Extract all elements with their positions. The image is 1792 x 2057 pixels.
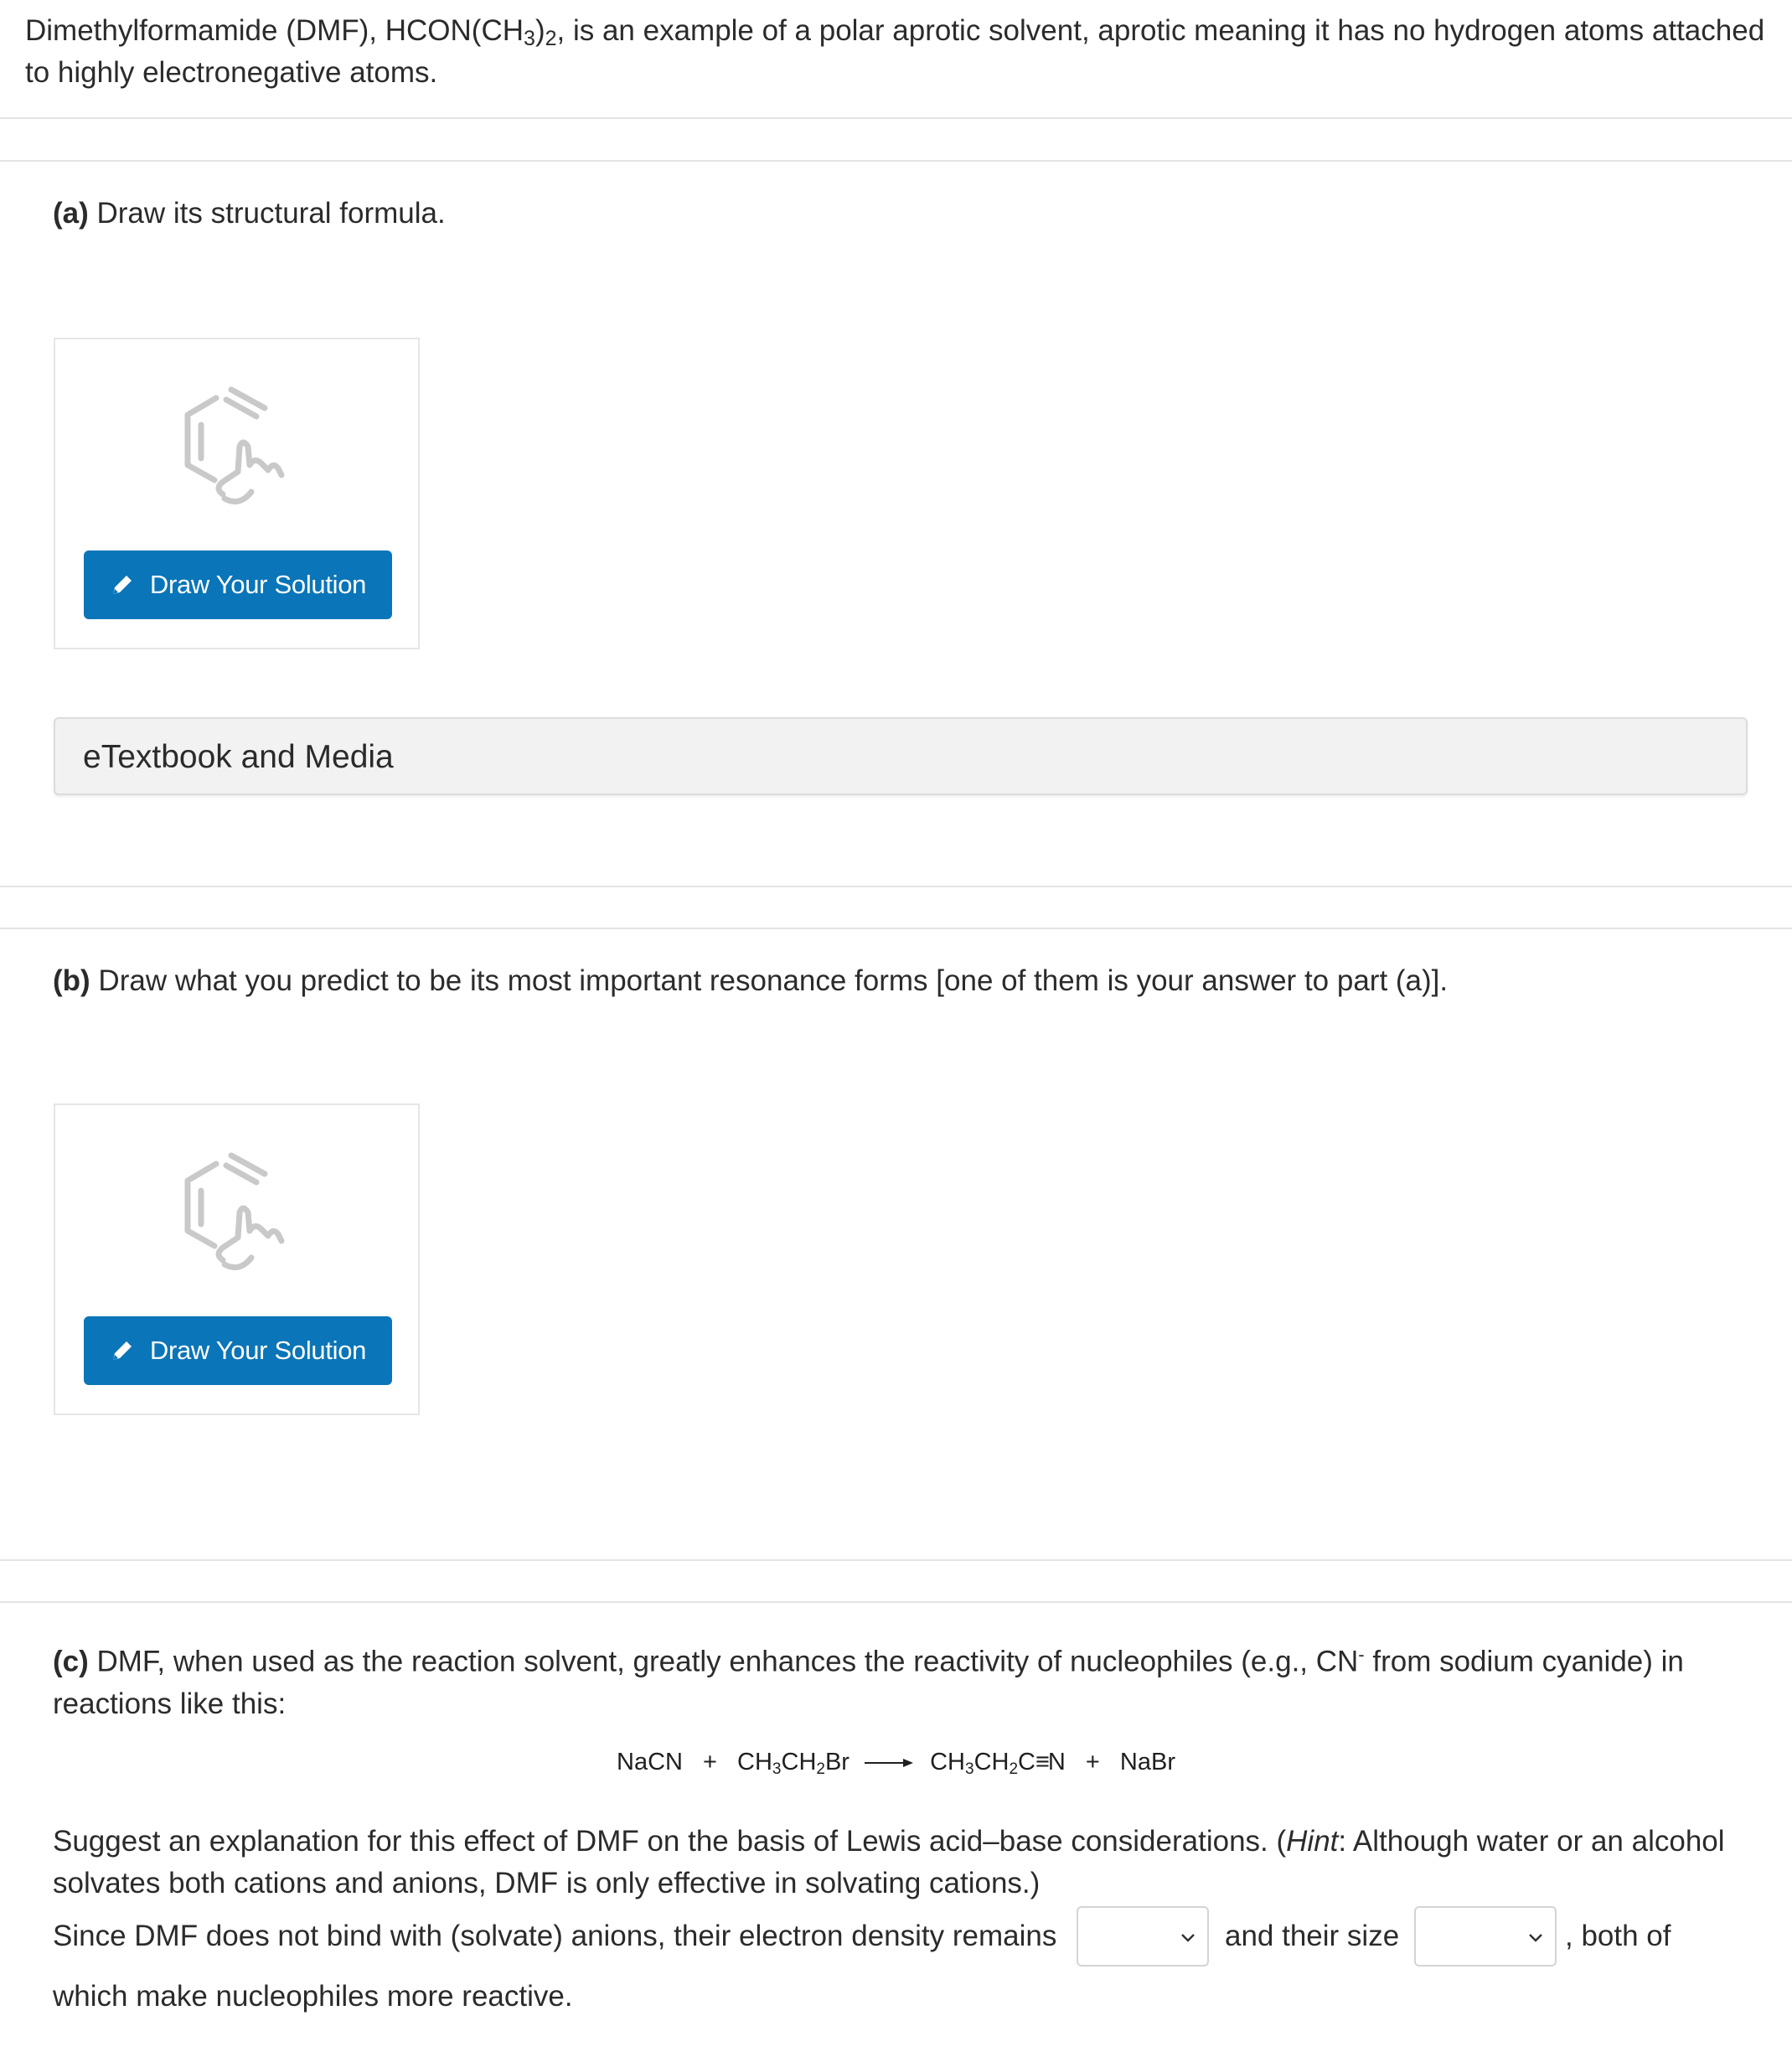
product-propanenitrile: $CH_3CH_2C\equiv N$	[930, 1749, 1066, 1778]
sentence-part3: , both of	[1565, 1920, 1671, 1952]
question-b	[53, 960, 1737, 1002]
divider	[0, 928, 1792, 929]
intro-part1: Dimethylformamide (DMF), HCON(CH	[25, 14, 524, 47]
question-c-text2: from sodium cyanide) in reactions like this:	[53, 1645, 1684, 1720]
suggest-text2: : Although water or an alcohol solvates both cations and anions, DMF is only effective in solvating cations.)	[53, 1825, 1725, 1899]
reactant-ethyl-bromide: $CH_3CH_2Br$	[737, 1749, 850, 1778]
size-select[interactable]	[1414, 1906, 1557, 1967]
pencil-icon	[110, 572, 135, 597]
divider	[0, 1559, 1792, 1561]
draw-solution-button-a[interactable]	[84, 550, 392, 619]
divider	[0, 886, 1792, 887]
divider	[0, 1601, 1792, 1603]
divider	[0, 160, 1792, 162]
etextbook-media-label: eTextbook and Media	[83, 739, 394, 775]
intro-sub1: 3	[524, 27, 535, 50]
chevron-down-icon	[1526, 1928, 1545, 1946]
draw-solution-button-b[interactable]	[84, 1316, 392, 1385]
product-nabr: NaBr	[1119, 1749, 1175, 1775]
reactant-nacn: NaCN	[617, 1749, 683, 1775]
question-c-superscript: -	[1358, 1644, 1365, 1665]
molecule-draw-icon	[173, 381, 307, 507]
reaction-arrow-icon	[865, 1756, 915, 1770]
intro-sub2: 2	[545, 27, 557, 50]
draw-solution-label: Draw Your Solution	[149, 1336, 367, 1365]
intro-part3: , is an example of a polar aprotic solvent, aprotic meaning it has no hydrogen atoms attached to highly electronegative atoms.	[25, 14, 1765, 89]
etextbook-media-bar[interactable]	[54, 717, 1748, 795]
hint-label: Hint	[1286, 1825, 1339, 1858]
divider	[0, 117, 1792, 119]
sentence-part2: and their size	[1225, 1920, 1400, 1952]
intro-part2: )	[535, 14, 545, 47]
question-b-text: Draw what you predict to be its most important resonance forms [one of them is your answer to part (a)].	[90, 964, 1449, 997]
suggest-paragraph	[53, 1821, 1737, 1905]
molecule-draw-icon	[173, 1147, 307, 1273]
sentence-part4: which make nucleophiles more reactive.	[53, 1980, 573, 2013]
draw-panel-a	[54, 338, 420, 649]
question-a-label: (a)	[53, 197, 89, 230]
suggest-text1: Suggest an explanation for this effect of DMF on the basis of Lewis acid–base considerations. (	[53, 1825, 1287, 1858]
question-b-label: (b)	[53, 964, 90, 997]
question-a	[53, 193, 1737, 235]
question-c-text1: DMF, when used as the reaction solvent, greatly enhances the reactivity of nucleophiles (e.g., CN	[88, 1645, 1359, 1678]
question-a-text: Draw its structural formula.	[88, 197, 446, 230]
pencil-icon	[110, 1338, 135, 1363]
plus-sign: +	[703, 1749, 717, 1775]
draw-solution-label: Draw Your Solution	[149, 570, 367, 599]
question-c	[53, 1634, 1737, 1725]
chevron-down-icon	[1179, 1928, 1197, 1946]
reaction-equation	[0, 1741, 1792, 1783]
plus-sign: +	[1085, 1749, 1100, 1775]
question-c-label: (c)	[53, 1645, 89, 1678]
sentence-part1: Since DMF does not bind with (solvate) anions, their electron density remains	[53, 1920, 1057, 1952]
electron-density-select[interactable]	[1077, 1906, 1209, 1967]
draw-panel-b	[54, 1103, 420, 1415]
intro-text	[25, 10, 1768, 94]
